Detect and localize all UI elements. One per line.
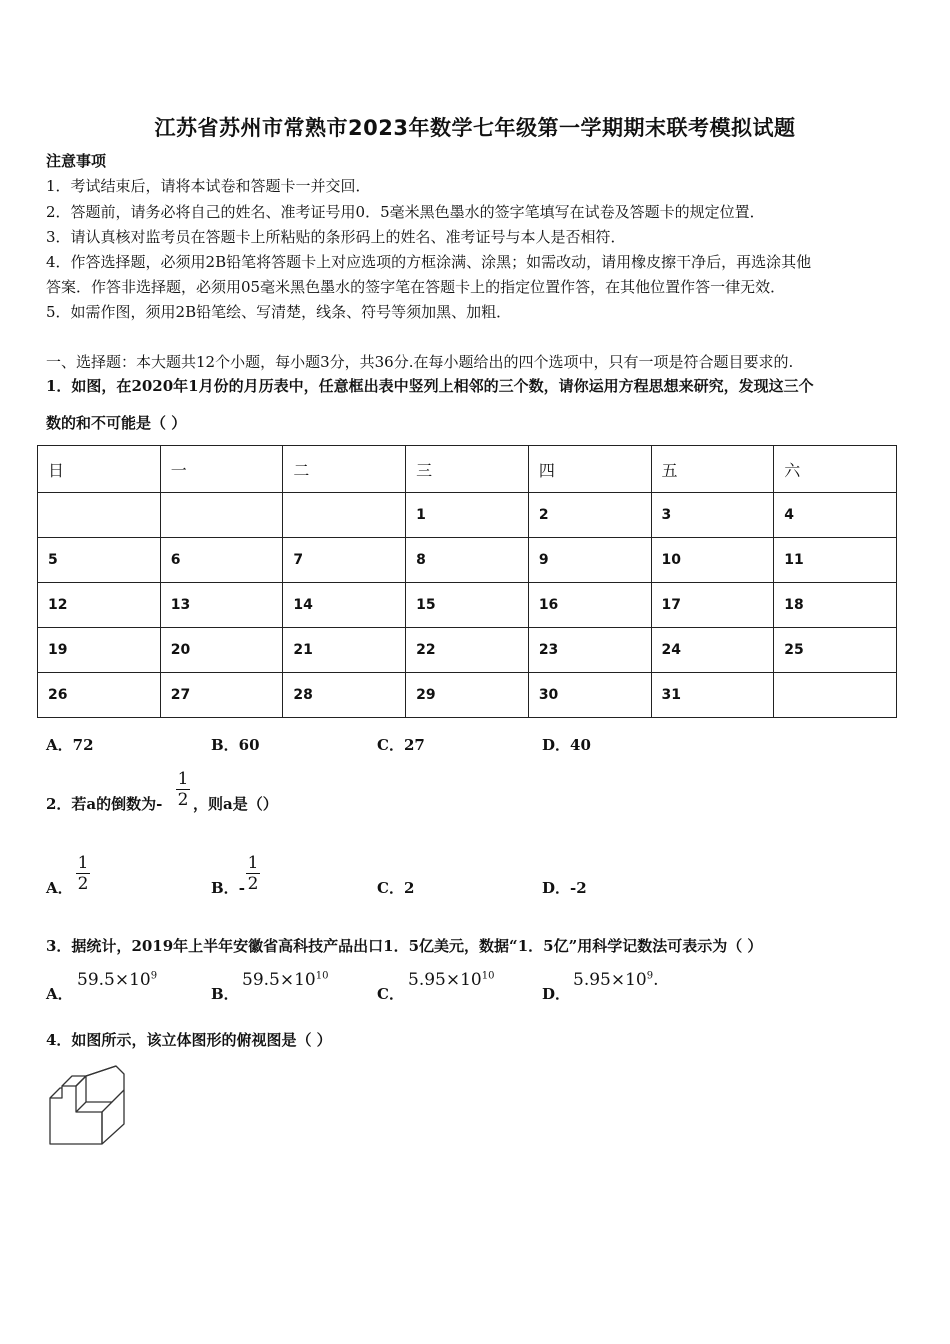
q3-option-b-value: [242, 970, 328, 990]
question-3-text: 3．据统计，2019年上半年安徽省高科技产品出口1．5亿美元，数据“1．5亿”用科学记数法可表示为（ ）: [46, 937, 763, 955]
calendar-day-cell: 5: [38, 538, 161, 583]
calendar-day-cell: 13: [160, 583, 283, 628]
q3-option-b-label[interactable]: B．: [211, 985, 239, 1003]
q1-option-a[interactable]: A．72: [46, 736, 94, 754]
page-title: 江苏省苏州市常熟市2023年数学七年级第一学期期末联考模拟试题: [154, 116, 796, 140]
sci-tail: .: [653, 970, 659, 990]
question-1-text: 1．如图，在2020年1月份的月历表中，任意框出表中竖列上相邻的三个数，请你运用方程思想来研究，发现这三个: [46, 377, 814, 395]
q3-option-d-value: [573, 970, 659, 990]
fraction-denominator: 2: [247, 874, 259, 894]
question-1-text-cont: 数的和不可能是（ ）: [46, 414, 187, 432]
section-heading: 一、选择题：本大题共12个小题，每小题3分，共36分.在每小题给出的四个选项中，只有一项是符合题目要求的.: [46, 353, 794, 371]
calendar-week-row: [38, 493, 897, 538]
calendar-day-cell: 12: [38, 583, 161, 628]
calendar-day-cell: 10: [651, 538, 774, 583]
calendar-day-cell: 28: [283, 673, 406, 718]
calendar-header-cell: 三: [406, 446, 529, 493]
calendar-day-cell: 3: [651, 493, 774, 538]
sci-exponent: 9: [150, 970, 158, 982]
sci-base: 59.5×10: [77, 970, 151, 990]
calendar-day-cell: 14: [283, 583, 406, 628]
calendar-day-cell: 7: [283, 538, 406, 583]
calendar-week-row: [38, 628, 897, 673]
q3-option-a-label[interactable]: A．: [46, 985, 73, 1003]
notice-item: 4．作答选择题，必须用2B铅笔将答题卡上对应选项的方框涂满、涂黑；如需改动，请用橡皮擦干净后，再选涂其他: [46, 253, 812, 271]
calendar-week-row: [38, 538, 897, 583]
notice-item: 5．如需作图，须用2B铅笔绘、写清楚，线条、符号等须加黑、加粗．: [46, 303, 512, 321]
question-4-text: 4．如图所示，该立体图形的俯视图是（ ）: [46, 1031, 332, 1049]
calendar-day-cell: 25: [774, 628, 897, 673]
option-label: B．: [211, 879, 239, 897]
calendar-day-cell: 20: [160, 628, 283, 673]
calendar-day-cell: [774, 673, 897, 718]
calendar-header-cell: 日: [38, 446, 161, 493]
q3-option-c-value: [408, 970, 494, 990]
fraction-numerator: 1: [77, 853, 89, 873]
q3-option-c-label[interactable]: C．: [377, 985, 404, 1003]
fraction-denominator: 2: [177, 790, 189, 810]
calendar-day-cell: 31: [651, 673, 774, 718]
calendar-day-cell: 1: [406, 493, 529, 538]
q3-option-d-label[interactable]: D．: [542, 985, 571, 1003]
solid-figure-drawing: [46, 1062, 130, 1150]
q1-option-c[interactable]: C．27: [377, 736, 425, 754]
q2-option-a-fraction: [76, 854, 90, 893]
q1-option-d[interactable]: D．40: [542, 736, 591, 754]
sci-base: 5.95×10: [408, 970, 482, 990]
q2-option-d[interactable]: D．-2: [542, 879, 587, 897]
notice-heading: 注意事项: [46, 152, 107, 170]
calendar-day-cell: 24: [651, 628, 774, 673]
calendar-day-cell: 27: [160, 673, 283, 718]
calendar-day-cell: 22: [406, 628, 529, 673]
calendar-table: [37, 445, 897, 718]
calendar-day-cell: 21: [283, 628, 406, 673]
calendar-day-cell: [38, 493, 161, 538]
q2-option-b[interactable]: [211, 879, 245, 897]
sci-exponent: 10: [315, 970, 329, 982]
calendar-week-row: [38, 583, 897, 628]
calendar-day-cell: 30: [528, 673, 651, 718]
calendar-day-cell: 19: [38, 628, 161, 673]
calendar-day-cell: 9: [528, 538, 651, 583]
calendar-header-row: [38, 446, 897, 493]
question-2-text: [46, 795, 162, 813]
calendar-header-cell: 四: [528, 446, 651, 493]
q3-option-a-value: [77, 970, 157, 990]
q2-option-b-fraction: [246, 854, 260, 893]
sci-base: 59.5×10: [242, 970, 316, 990]
calendar-day-cell: 11: [774, 538, 897, 583]
notice-item: 1．考试结束后，请将本试卷和答题卡一并交回．: [46, 177, 371, 195]
sci-exponent: 9: [646, 970, 654, 982]
calendar-day-cell: 8: [406, 538, 529, 583]
fraction-numerator: 1: [177, 769, 189, 789]
calendar-day-cell: 2: [528, 493, 651, 538]
question-2-suffix: ，则a是（）: [193, 795, 278, 813]
notice-item: 2．答题前，请务必将自己的姓名、准考证号用0．5毫米黑色墨水的签字笔填写在试卷及答题卡的规定位置．: [46, 203, 765, 221]
calendar-day-cell: 26: [38, 673, 161, 718]
option-sign: -: [238, 879, 245, 897]
calendar-day-cell: 18: [774, 583, 897, 628]
sci-base: 5.95×10: [573, 970, 647, 990]
calendar-day-cell: 23: [528, 628, 651, 673]
q1-option-b[interactable]: B．60: [211, 736, 260, 754]
question-2-prefix: 2．若a的倒数为-: [46, 795, 163, 813]
calendar-header-cell: 一: [160, 446, 283, 493]
notice-item: 3．请认真核对监考员在答题卡上所粘贴的条形码上的姓名、准考证号与本人是否相符．: [46, 228, 626, 246]
option-label: A．: [46, 879, 73, 897]
calendar-day-cell: 29: [406, 673, 529, 718]
q2-option-c[interactable]: C．2: [377, 879, 415, 897]
calendar-week-row: [38, 673, 897, 718]
calendar-day-cell: 15: [406, 583, 529, 628]
calendar-day-cell: 16: [528, 583, 651, 628]
fraction-numerator: 1: [247, 853, 259, 873]
calendar-header-cell: 二: [283, 446, 406, 493]
notice-item: 答案．作答非选择题，必须用05毫米黑色墨水的签字笔在答题卡上的指定位置作答，在其他位置作答一律无效．: [46, 278, 786, 296]
fraction-denominator: 2: [77, 874, 89, 894]
calendar-day-cell: [283, 493, 406, 538]
calendar-day-cell: [160, 493, 283, 538]
q2-option-a[interactable]: [46, 879, 73, 897]
calendar-day-cell: 4: [774, 493, 897, 538]
sci-exponent: 10: [481, 970, 495, 982]
calendar-day-cell: 6: [160, 538, 283, 583]
question-2-fraction: [176, 770, 190, 809]
calendar-header-cell: 五: [651, 446, 774, 493]
calendar-day-cell: 17: [651, 583, 774, 628]
calendar-header-cell: 六: [774, 446, 897, 493]
